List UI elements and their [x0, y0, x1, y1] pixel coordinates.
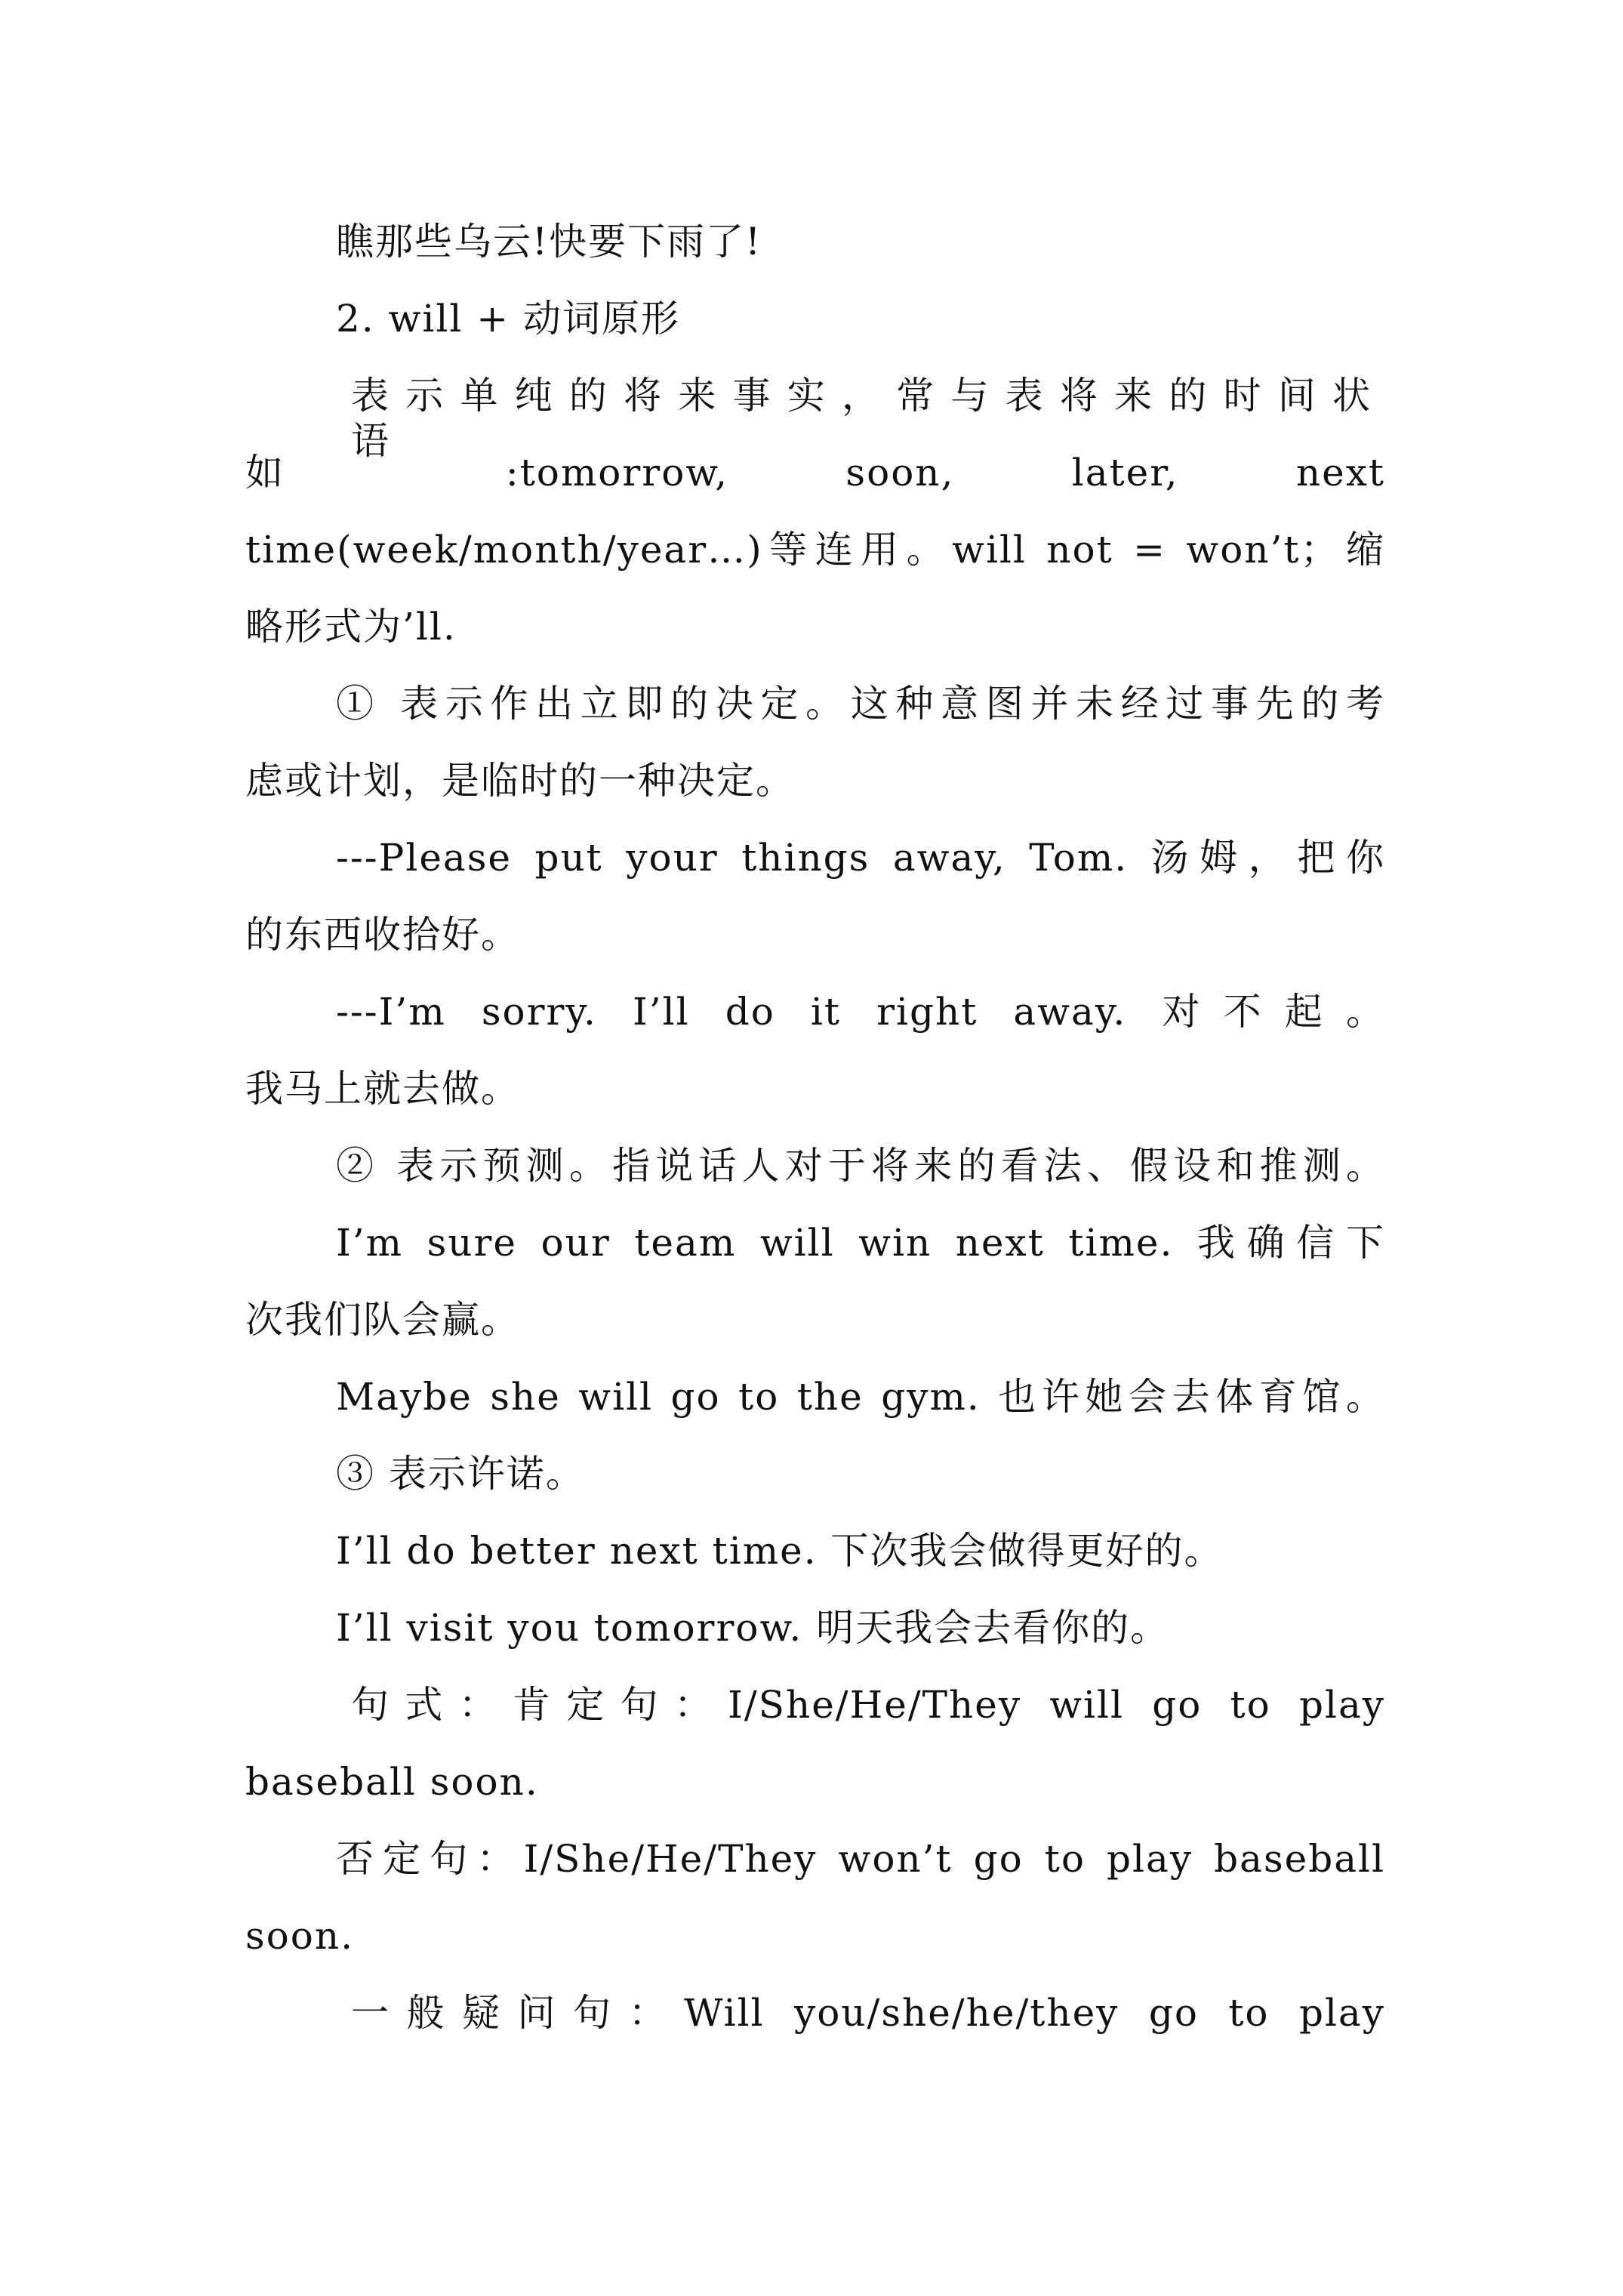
text-line-13: ② 表示预测。指说话人对于将来的看法、假设和推测。	[336, 1144, 1385, 1188]
text-line-3: 表示单纯的将来事实，常与表将来的时间状语	[351, 374, 1385, 463]
text-line-12: 我马上就去做。	[245, 1067, 520, 1111]
text-line-22: 否定句：I/She/He/They won’t go to play baseball	[336, 1837, 1385, 1881]
text-line-2: 2. will + 动词原形	[336, 297, 681, 341]
text-line-5: time(week/month/year…)等连用。will not = won’t；缩	[245, 528, 1385, 572]
text-line-16: Maybe she will go to the gym. 也许她会去体育馆。	[336, 1375, 1385, 1419]
text-line-15: 次我们队会赢。	[245, 1298, 520, 1342]
text-line-23: soon.	[245, 1914, 354, 1958]
text-line-10: 的东西收拾好。	[245, 913, 520, 957]
text-line-1: 瞧那些乌云!快要下雨了!	[336, 220, 762, 264]
text-line-8: 虑或计划，是临时的一种决定。	[245, 759, 795, 803]
text-line-4: 如 :tomorrow, soon, later, next	[245, 451, 1385, 495]
text-line-17: ③ 表示许诺。	[336, 1452, 585, 1496]
text-line-19: I’ll visit you tomorrow. 明天我会去看你的。	[336, 1606, 1170, 1650]
text-line-11: ---I’m sorry. I’ll do it right away. 对不起。	[336, 990, 1385, 1034]
text-line-6: 略形式为’ll.	[245, 605, 457, 649]
text-line-18: I’ll do better next time. 下次我会做得更好的。	[336, 1529, 1224, 1573]
text-line-14: I’m sure our team will win next time. 我确信下	[336, 1221, 1385, 1265]
text-line-24: 一般疑问句：Will you/she/he/they go to play	[351, 1991, 1385, 2035]
text-line-7: ① 表示作出立即的决定。这种意图并未经过事先的考	[336, 682, 1385, 726]
text-line-20: 句式：肯定句：I/She/He/They will go to play	[351, 1683, 1385, 1727]
text-line-9: ---Please put your things away, Tom. 汤姆，把你	[336, 836, 1385, 880]
text-line-21: baseball soon.	[245, 1760, 539, 1804]
